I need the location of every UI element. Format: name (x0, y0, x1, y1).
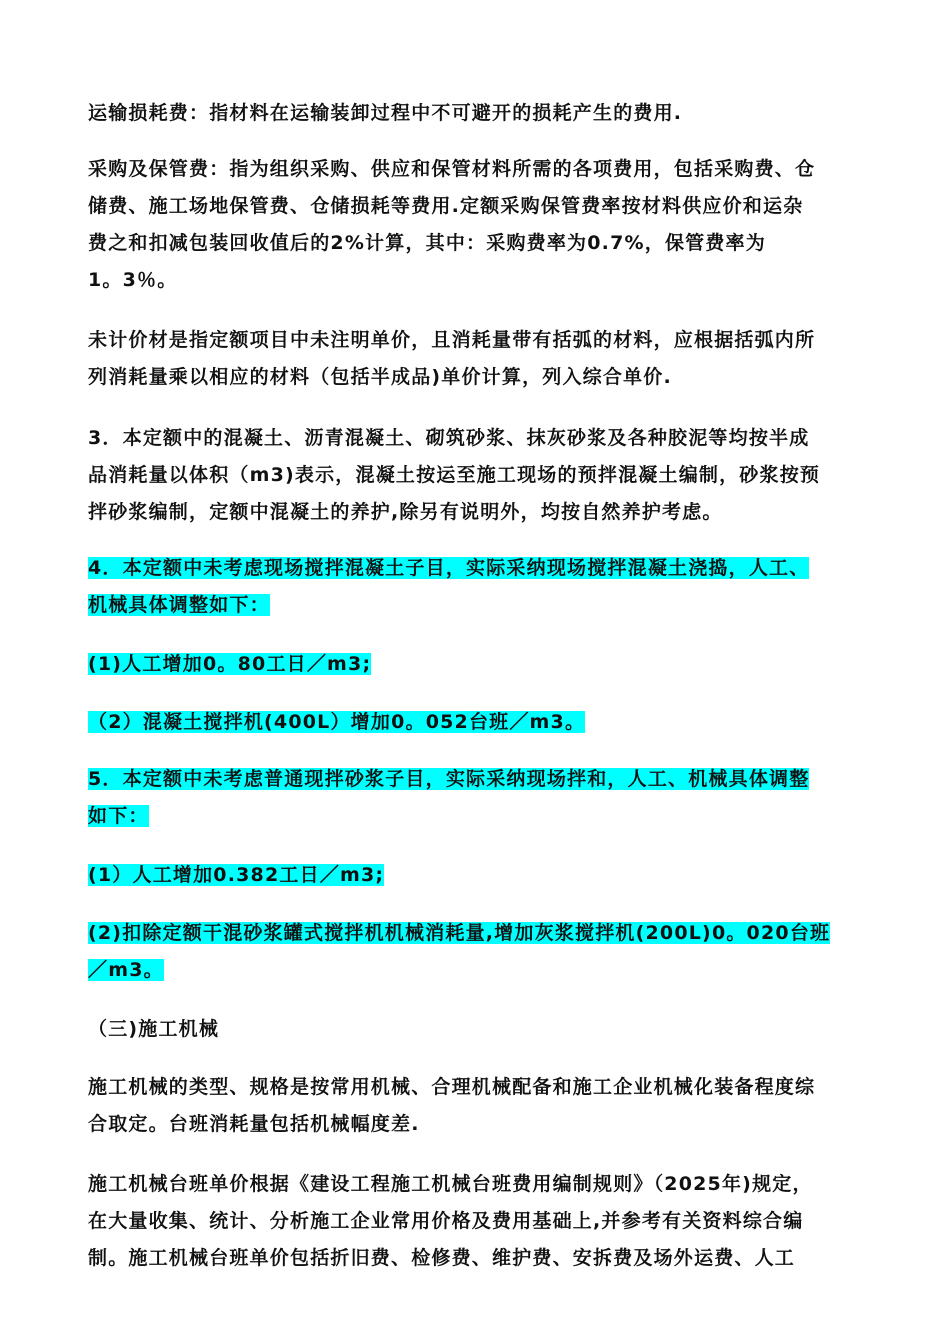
text-line: 1。3％。 (88, 269, 178, 291)
paragraph-procurement-storage (88, 151, 868, 299)
text-line: 品消耗量以体积（m3)表示，混凝土按运至施工现场的预拌混凝土编制，砂浆按预 (88, 464, 821, 486)
text-line: 制。施工机械台班单价包括折旧费、检修费、维护费、安拆费及场外运费、人工 (88, 1247, 796, 1269)
paragraph-item-4-1-highlighted (88, 646, 868, 683)
highlighted-text-line: 机械具体调整如下： (88, 594, 270, 616)
paragraph-item-5-highlighted (88, 761, 868, 835)
text-line: 3．本定额中的混凝土、沥青混凝土、砌筑砂浆、抹灰砂浆及各种胶泥等均按半成 (88, 427, 810, 449)
text-line: 采购及保管费：指为组织采购、供应和保管材料所需的各项费用，包括采购费、仓 (88, 158, 816, 180)
text-line: 拌砂浆编制，定额中混凝土的养护,除另有说明外，均按自然养护考虑。 (88, 501, 723, 523)
paragraph-machinery-shift-price (88, 1166, 868, 1277)
highlighted-text-line: (2)扣除定额干混砂浆罐式搅拌机机械消耗量,增加灰浆搅拌机(200L)0。020台班 (88, 922, 831, 944)
highlighted-text-line: 如下： (88, 805, 149, 827)
highlighted-text-line: 4．本定额中未考虑现场搅拌混凝土子目，实际采纳现场搅拌混凝土浇捣，人工、 (88, 557, 810, 579)
paragraph-item-4-highlighted (88, 550, 868, 624)
paragraph-transport-loss (88, 95, 868, 132)
paragraph-unpriced-material (88, 322, 868, 396)
text-line: （三)施工机械 (88, 1018, 220, 1040)
paragraph-item-5-2-highlighted (88, 915, 868, 989)
text-line: 在大量收集、统计、分析施工企业常用价格及费用基础上,并参考有关资料综合编 (88, 1210, 804, 1232)
text-line: 运输损耗费：指材料在运输装卸过程中不可避开的损耗产生的费用. (88, 102, 683, 124)
section-heading-machinery (88, 1011, 868, 1048)
paragraph-item-4-2-highlighted (88, 704, 868, 741)
highlighted-text-line: (1)人工增加0。80工日／m3; (88, 653, 372, 675)
highlighted-text-line: 5．本定额中未考虑普通现拌砂浆子目，实际采纳现场拌和，人工、机械具体调整 (88, 768, 810, 790)
text-line: 合取定。台班消耗量包括机械幅度差. (88, 1113, 420, 1135)
paragraph-item-3 (88, 420, 868, 531)
highlighted-text-line: ／m3。 (88, 959, 164, 981)
highlighted-text-line: （2）混凝土搅拌机(400L）增加0。052台班／m3。 (88, 711, 586, 733)
paragraph-item-5-1-highlighted (88, 857, 868, 894)
text-line: 施工机械台班单价根据《建设工程施工机械台班费用编制规则》（2025年)规定， (88, 1173, 813, 1195)
text-line: 费之和扣减包装回收值后的2%计算，其中：采购费率为0.7%，保管费率为 (88, 232, 766, 254)
text-line: 储费、施工场地保管费、仓储损耗等费用.定额采购保管费率按材料供应价和运杂 (88, 195, 804, 217)
text-line: 未计价材是指定额项目中未注明单价，且消耗量带有括弧的材料，应根据括弧内所 (88, 329, 816, 351)
text-line: 施工机械的类型、规格是按常用机械、合理机械配备和施工企业机械化装备程度综 (88, 1076, 816, 1098)
highlighted-text-line: (1）人工增加0.382工日／m3; (88, 864, 385, 886)
paragraph-machinery-types (88, 1069, 868, 1143)
text-line: 列消耗量乘以相应的材料（包括半成品)单价计算，列入综合单价. (88, 366, 672, 388)
